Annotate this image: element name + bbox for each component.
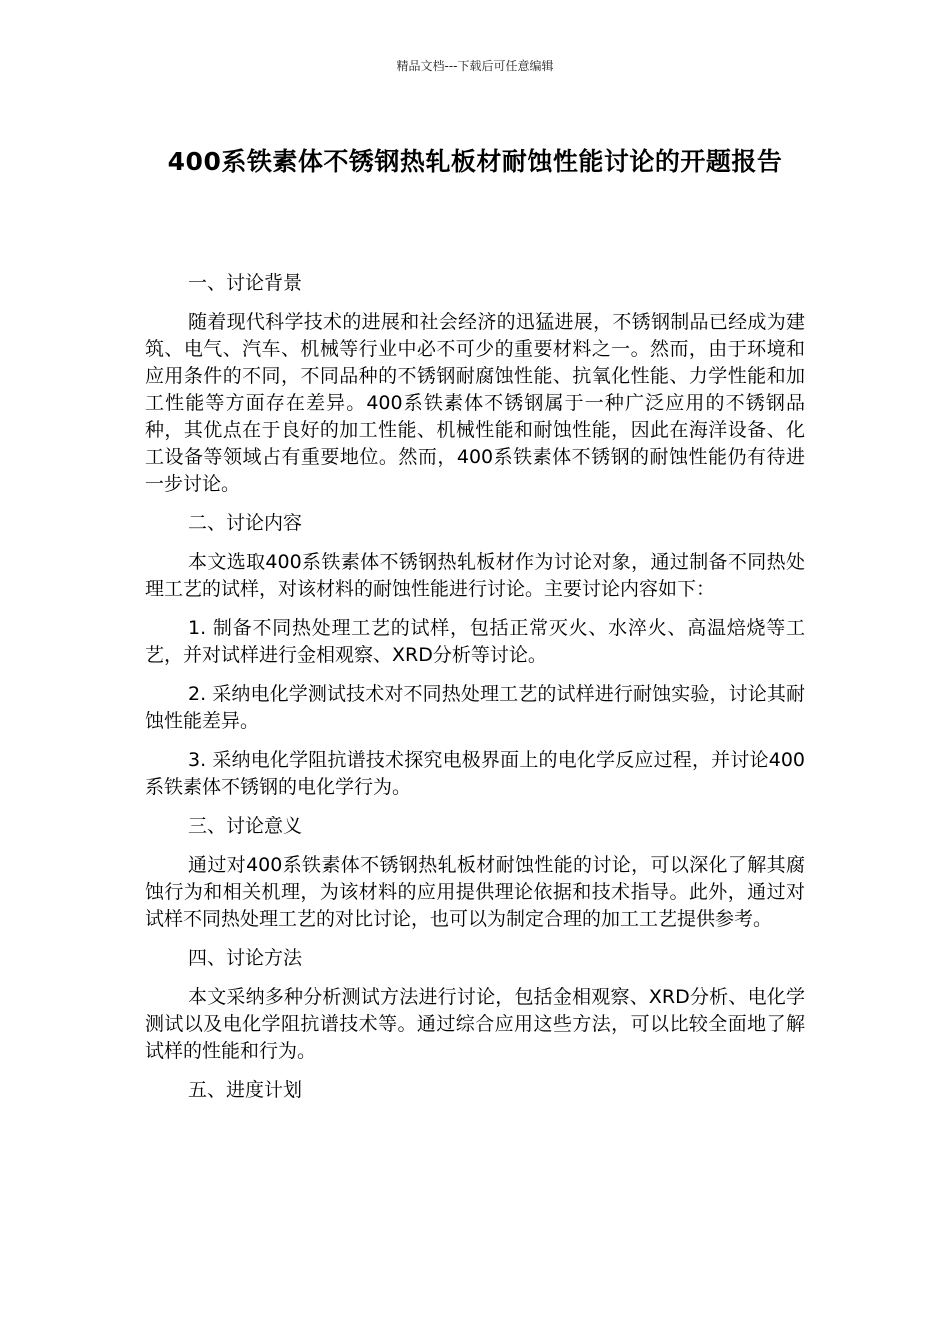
section-heading-content: 二、讨论内容: [188, 512, 303, 534]
section-heading-schedule: 五、进度计划: [188, 1079, 303, 1101]
section-heading-background: 一、讨论背景: [188, 272, 303, 294]
paragraph-significance: 通过对400系铁素体不锈钢热轧板材耐蚀性能的讨论，可以深化了解其腐蚀行为和相关机理，为该材料的应用提供理论依据和技术指导。此外，通过对试样不同热处理工艺的对比讨论，也可以为制定合理的加工工艺提供参考。: [145, 854, 805, 930]
paragraph-content-intro: 本文选取400系铁素体不锈钢热轧板材作为讨论对象，通过制备不同热处理工艺的试样，对该材料的耐蚀性能进行讨论。主要讨论内容如下：: [145, 551, 805, 600]
list-item-2: 2. 采纳电化学测试技术对不同热处理工艺的试样进行耐蚀实验，讨论其耐蚀性能差异。: [145, 683, 805, 732]
section-heading-methods: 四、讨论方法: [188, 947, 303, 969]
document-title: 400系铁素体不锈钢热轧板材耐蚀性能讨论的开题报告: [167, 147, 783, 176]
section-heading-significance: 三、讨论意义: [188, 815, 303, 837]
list-item-3: 3. 采纳电化学阻抗谱技术探究电极界面上的电化学反应过程，并讨论400系铁素体不锈钢的电化学行为。: [145, 749, 805, 798]
page-header: 精品文档---下载后可任意编辑: [396, 59, 554, 73]
paragraph-methods: 本文采纳多种分析测试方法进行讨论，包括金相观察、XRD分析、电化学测试以及电化学阻抗谱技术等。通过综合应用这些方法，可以比较全面地了解试样的性能和行为。: [145, 986, 805, 1062]
document-body: [145, 270, 805, 1116]
paragraph-background: 随着现代科学技术的进展和社会经济的迅猛进展，不锈钢制品已经成为建筑、电气、汽车、机械等行业中必不可少的重要材料之一。然而，由于环境和应用条件的不同，不同品种的不锈钢耐腐蚀性能、抗氧化性能、力学性能和加工性能等方面存在差异。400系铁素体不锈钢属于一种广泛应用的不锈钢品种，其优点在于良好的加工性能、机械性能和耐蚀性能，因此在海洋设备、化工设备等领域占有重要地位。然而，400系铁素体不锈钢的耐蚀性能仍有待进一步讨论。: [145, 311, 805, 495]
list-item-1: 1. 制备不同热处理工艺的试样，包括正常灭火、水淬火、高温焙烧等工艺，并对试样进行金相观察、XRD分析等讨论。: [145, 617, 805, 666]
